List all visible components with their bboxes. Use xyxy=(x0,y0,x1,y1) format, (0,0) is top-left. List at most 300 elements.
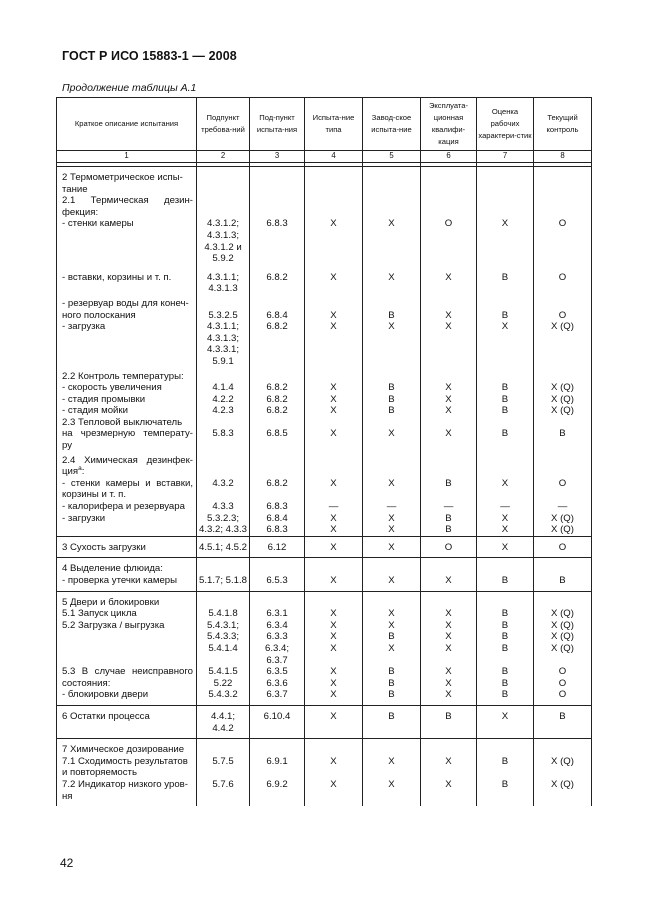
cell-line: 5.3.2.5 xyxy=(208,309,238,321)
cell-performance-qualification xyxy=(477,295,534,368)
cell-line: 6.8.2 xyxy=(266,271,288,283)
cell-line: Х (Q) xyxy=(551,524,574,536)
cell-line: Х xyxy=(330,405,337,417)
cell-line xyxy=(534,655,591,667)
cell-line: Х xyxy=(330,321,337,333)
cell-line: Х xyxy=(330,689,337,701)
cell-line: 4.2.3 xyxy=(212,405,234,417)
cell-line: Х xyxy=(388,477,395,489)
cell-line xyxy=(250,489,304,501)
cell-line: 4.3.1.3; xyxy=(206,229,239,241)
cell-line: В xyxy=(501,428,509,440)
cell-line: 5.4.3.3; xyxy=(206,631,239,643)
cell-routine-control xyxy=(534,295,592,368)
cell-line: Х xyxy=(388,619,395,631)
cell-line: О xyxy=(444,541,453,553)
cell-line: - стенки камеры и вставки, xyxy=(62,477,193,489)
header-operational-qualification: Эксплуата-ционная квалифи-кация xyxy=(421,98,477,151)
cell-line: - стадия мойки xyxy=(62,405,128,417)
cell-line xyxy=(534,455,591,467)
cell-line: 4 Выделение флюида: xyxy=(62,563,163,575)
cell-line xyxy=(421,172,476,184)
cell-line xyxy=(363,417,420,429)
cell-line: В xyxy=(501,575,509,586)
cell-line: Х xyxy=(330,512,337,524)
cell-line xyxy=(534,466,591,478)
cell-line: Х xyxy=(445,309,452,321)
cell-line: ня xyxy=(62,790,73,802)
cell-line xyxy=(534,207,591,219)
cell-test-clause xyxy=(250,368,305,452)
cell-description xyxy=(57,295,197,368)
cell-line: Х (Q) xyxy=(551,778,574,790)
cell-line xyxy=(421,563,476,575)
cell-requirement-clause xyxy=(197,452,250,537)
cell-line: О xyxy=(558,541,567,553)
cell-line: Х xyxy=(445,755,452,767)
cell-line: Х xyxy=(445,271,452,283)
cell-line: Х (Q) xyxy=(551,393,574,405)
cell-line: 2.2 Контроль температуры: xyxy=(62,370,184,382)
cell-line: Х xyxy=(330,524,337,536)
cell-performance-qualification xyxy=(477,558,534,591)
cell-line: В xyxy=(445,477,452,489)
cell-line xyxy=(534,744,591,756)
cell-line xyxy=(363,744,420,756)
cell-routine-control xyxy=(534,368,592,452)
cell-line: 6.3.4 xyxy=(266,619,288,631)
cell-line: Х xyxy=(445,666,452,678)
header-routine-control: Текущий контроль xyxy=(534,98,592,151)
cell-line: 4.4.2 xyxy=(212,722,234,734)
cell-line: В xyxy=(501,271,509,283)
cell-line: В xyxy=(445,710,452,722)
cell-line xyxy=(305,744,362,756)
cell-line: 6.8.4 xyxy=(266,512,288,524)
column-number: 1 xyxy=(57,151,197,163)
cell-line: 5.3.2.3; xyxy=(206,512,239,524)
cell-line: 2 Термометрическое испы- xyxy=(62,172,183,183)
cell-line: В xyxy=(388,309,395,321)
cell-works-test xyxy=(363,739,421,806)
cell-line xyxy=(305,466,362,478)
cell-line: 6.10.4 xyxy=(263,710,291,722)
cell-line: 6.8.3 xyxy=(266,501,288,513)
cell-line: 4.3.1.2; xyxy=(206,218,239,230)
cell-line: Х xyxy=(330,666,337,678)
cell-line: Х xyxy=(330,477,337,489)
cell-line: Х xyxy=(388,642,395,654)
cell-line: 6.3.7 xyxy=(266,689,288,701)
cell-test-clause xyxy=(250,739,305,806)
cell-operational-qualification xyxy=(421,591,477,705)
cell-line: Х xyxy=(445,619,452,631)
cell-line xyxy=(421,597,476,609)
cell-line: 5.7.6 xyxy=(212,778,234,790)
cell-line: О xyxy=(558,218,567,230)
cell-line: В xyxy=(388,631,395,643)
cell-line xyxy=(363,466,420,478)
cell-line xyxy=(363,371,420,383)
cell-routine-control xyxy=(534,591,592,705)
cell-line: Х xyxy=(445,321,452,333)
table-row xyxy=(57,705,592,738)
cell-line xyxy=(477,417,533,429)
cell-line: - калорифера и резервуара xyxy=(62,501,185,513)
cell-line: 6.9.2 xyxy=(266,778,288,790)
cell-line: Х xyxy=(445,778,452,790)
cell-line: Х xyxy=(330,393,337,405)
cell-routine-control xyxy=(534,167,592,269)
header-type-test: Испыта-ние типа xyxy=(305,98,363,151)
cell-line: О xyxy=(444,218,453,230)
cell-works-test xyxy=(363,705,421,738)
table-row xyxy=(57,269,592,295)
cell-type-test xyxy=(305,536,363,558)
cell-operational-qualification xyxy=(421,167,477,269)
cell-requirement-clause xyxy=(197,269,250,295)
cell-line xyxy=(534,195,591,207)
cell-line: 5.1 Запуск цикла xyxy=(62,608,137,620)
table-row xyxy=(57,591,592,705)
cell-line: Х xyxy=(445,689,452,701)
table-row xyxy=(57,295,592,368)
cell-routine-control xyxy=(534,558,592,591)
cell-line: О xyxy=(558,689,567,701)
header-requirement-clause: Подпункт требова-ний xyxy=(197,98,250,151)
cell-line: Х (Q) xyxy=(551,631,574,643)
table-row xyxy=(57,368,592,452)
cell-description xyxy=(57,167,197,269)
cell-line xyxy=(305,417,362,429)
cell-line: 4.1.4 xyxy=(212,382,234,394)
cell-line: Х (Q) xyxy=(551,512,574,524)
cell-line xyxy=(477,466,533,478)
cell-line xyxy=(305,195,362,207)
table-body xyxy=(57,167,592,807)
cell-routine-control xyxy=(534,452,592,537)
cell-performance-qualification xyxy=(477,591,534,705)
cell-line xyxy=(197,489,249,501)
cell-line: В xyxy=(445,524,452,536)
cell-line: на чрезмерную температу- xyxy=(62,428,193,440)
cell-line: корзины и т. п. xyxy=(62,489,127,501)
cell-line: Х xyxy=(501,541,509,553)
cell-line: 5 Двери и блокировки xyxy=(62,596,160,608)
cell-line xyxy=(305,298,362,310)
cell-performance-qualification xyxy=(477,368,534,452)
cell-operational-qualification xyxy=(421,558,477,591)
cell-line xyxy=(305,455,362,467)
cell-line xyxy=(421,184,476,196)
cell-operational-qualification xyxy=(421,452,477,537)
header-performance-qualification: Оценка рабочих характери-стик xyxy=(477,98,534,151)
cell-line: 5.4.1.8 xyxy=(208,608,238,620)
cell-line: Х xyxy=(445,428,452,440)
cell-line: 4.3.1.1; xyxy=(206,271,239,283)
cell-line xyxy=(62,631,193,643)
cell-line xyxy=(363,597,420,609)
cell-line: В xyxy=(388,382,395,394)
cell-line: Х (Q) xyxy=(551,619,574,631)
cell-line: — xyxy=(443,501,454,513)
cell-line xyxy=(197,207,249,219)
cell-line: 5.7.5 xyxy=(212,755,234,767)
column-number: 5 xyxy=(363,151,421,163)
cell-line xyxy=(534,767,591,779)
cell-type-test xyxy=(305,295,363,368)
cell-line: 4.3.1.2 и xyxy=(204,241,242,253)
cell-line: - блокировки двери xyxy=(62,689,149,701)
cell-line: Х xyxy=(388,271,395,283)
cell-line: Х xyxy=(445,642,452,654)
cell-line: 5.4.1.5 xyxy=(208,666,238,678)
cell-type-test xyxy=(305,739,363,806)
cell-line: 2.1 Термическая дезин- xyxy=(62,195,193,207)
cell-line xyxy=(197,455,249,467)
cell-line: ного полоскания xyxy=(62,309,136,321)
cell-line xyxy=(363,489,420,501)
cell-line xyxy=(363,455,420,467)
cell-line xyxy=(363,298,420,310)
cell-test-clause xyxy=(250,295,305,368)
cell-line xyxy=(197,184,249,196)
cell-line xyxy=(477,371,533,383)
cell-line: 4.3.2 xyxy=(212,477,234,489)
cell-line: Х xyxy=(501,512,509,524)
cell-line xyxy=(305,172,362,184)
cell-line: В xyxy=(501,778,509,790)
cell-line xyxy=(305,597,362,609)
cell-line xyxy=(363,184,420,196)
column-number: 7 xyxy=(477,151,534,163)
cell-line: Х xyxy=(330,575,337,586)
cell-line: Х xyxy=(330,608,337,620)
cell-test-clause xyxy=(250,705,305,738)
cell-line: Х xyxy=(388,778,395,790)
cell-line: 4.5.1; 4.5.2 xyxy=(198,541,247,553)
cell-line xyxy=(250,563,304,575)
cell-line xyxy=(197,371,249,383)
cell-line xyxy=(250,417,304,429)
cell-line xyxy=(197,744,249,756)
cell-line: 5.4.3.2 xyxy=(208,689,238,701)
cell-test-clause xyxy=(250,591,305,705)
cell-line: Х xyxy=(330,541,337,553)
cell-line: В xyxy=(501,631,509,643)
cell-line xyxy=(305,371,362,383)
cell-line: тание xyxy=(62,183,88,195)
cell-line xyxy=(477,563,533,575)
cell-line: 6.3.1 xyxy=(266,608,288,620)
cell-line: 6.3.4; xyxy=(264,642,289,654)
cell-description xyxy=(57,591,197,705)
cell-line: - проверка утечки камеры xyxy=(62,575,178,586)
cell-line: Х xyxy=(501,524,509,536)
cell-line: Х xyxy=(445,608,452,620)
cell-line: В xyxy=(559,575,566,586)
cell-line: 5.3 В случае неисправного xyxy=(62,666,193,678)
cell-line xyxy=(62,655,193,667)
cell-line: В xyxy=(388,710,395,722)
cell-line: — xyxy=(500,501,510,513)
cell-performance-qualification xyxy=(477,167,534,269)
document-header: ГОСТ Р ИСО 15883-1 — 2008 xyxy=(62,49,237,63)
cell-type-test xyxy=(305,167,363,269)
cell-line xyxy=(421,371,476,383)
cell-line: В xyxy=(388,393,395,405)
cell-line: Х xyxy=(330,677,337,689)
cell-line xyxy=(250,597,304,609)
cell-line xyxy=(421,455,476,467)
cell-line: 5.22 xyxy=(213,677,233,689)
cell-line: Х xyxy=(330,755,337,767)
cell-line: В xyxy=(501,755,509,767)
cell-line xyxy=(197,195,249,207)
cell-line: Х xyxy=(445,382,452,394)
cell-line: Х xyxy=(388,524,395,536)
cell-line: О xyxy=(558,309,567,321)
cell-line: В xyxy=(501,608,509,620)
cell-line: — xyxy=(386,501,397,513)
cell-description xyxy=(57,705,197,738)
cell-line xyxy=(477,744,533,756)
cell-line: и повторяемость xyxy=(62,767,137,779)
column-number: 8 xyxy=(534,151,592,163)
cell-line xyxy=(477,298,533,310)
cell-description xyxy=(57,452,197,537)
cell-line: Х xyxy=(388,321,395,333)
cell-line: ру xyxy=(62,440,73,452)
cell-type-test xyxy=(305,269,363,295)
cell-line: 4.3.1.1; xyxy=(206,321,239,333)
cell-operational-qualification xyxy=(421,705,477,738)
cell-line xyxy=(363,767,420,779)
cell-line: Х xyxy=(330,428,337,440)
column-number: 6 xyxy=(421,151,477,163)
cell-line: Х xyxy=(445,631,452,643)
cell-line xyxy=(197,466,249,478)
cell-requirement-clause xyxy=(197,167,250,269)
cell-line xyxy=(534,417,591,429)
cell-line xyxy=(250,184,304,196)
cell-line: 6.8.2 xyxy=(266,405,288,417)
cell-routine-control xyxy=(534,269,592,295)
cell-type-test xyxy=(305,591,363,705)
cell-test-clause xyxy=(250,558,305,591)
cell-line: Х xyxy=(388,575,395,586)
cell-line xyxy=(305,489,362,501)
cell-routine-control xyxy=(534,536,592,558)
cell-line: 6.8.3 xyxy=(266,524,288,536)
cell-works-test xyxy=(363,452,421,537)
cell-line: Х xyxy=(330,218,337,230)
header-description: Краткое описание испытания xyxy=(57,98,197,151)
cell-line: состояния: xyxy=(62,677,111,689)
cell-line: - стенки камеры xyxy=(62,218,134,230)
cell-line: 5.2 Загрузка / выгрузка xyxy=(62,619,165,631)
cell-type-test xyxy=(305,368,363,452)
cell-line: 4.3.1.3; xyxy=(206,332,239,344)
cell-line: 6.3.6 xyxy=(266,677,288,689)
header-works-test: Завод-ское испыта-ние xyxy=(363,98,421,151)
cell-line xyxy=(305,655,362,667)
cell-line: Х xyxy=(330,710,337,722)
cell-line: 3 Сухость загрузки xyxy=(62,541,146,553)
cell-operational-qualification xyxy=(421,536,477,558)
cell-works-test xyxy=(363,591,421,705)
cell-line xyxy=(250,207,304,219)
cell-performance-qualification xyxy=(477,705,534,738)
table-row xyxy=(57,739,592,806)
cell-line: - скорость увеличения xyxy=(62,382,162,394)
cell-line: Х (Q) xyxy=(551,755,574,767)
cell-line xyxy=(477,597,533,609)
cell-line xyxy=(534,298,591,310)
cell-line: - вставки, корзины и т. п. xyxy=(62,271,172,283)
cell-line xyxy=(250,195,304,207)
cell-line: Х (Q) xyxy=(551,321,574,333)
header-test-clause: Под-пункт испыта-ния xyxy=(250,98,305,151)
cell-line: 6.8.2 xyxy=(266,393,288,405)
cell-line: Х xyxy=(501,321,509,333)
cell-performance-qualification xyxy=(477,536,534,558)
cell-line: - загрузка xyxy=(62,321,106,333)
cell-routine-control xyxy=(534,739,592,806)
cell-line: Х xyxy=(388,755,395,767)
cell-line xyxy=(534,371,591,383)
cell-line: 6.3.3 xyxy=(266,631,288,643)
cell-line: Х xyxy=(445,677,452,689)
cell-line: В xyxy=(559,428,566,440)
cell-line: 6.3.5 xyxy=(266,666,288,678)
cell-line: Х xyxy=(501,477,509,489)
cell-line xyxy=(421,298,476,310)
cell-line: Х xyxy=(501,218,509,230)
cell-line: 6.8.2 xyxy=(266,321,288,333)
cell-line: Х xyxy=(388,218,395,230)
cell-line: 6.8.3 xyxy=(266,218,288,230)
cell-line xyxy=(421,195,476,207)
cell-line: Х xyxy=(388,512,395,524)
cell-line: О xyxy=(558,477,567,489)
cell-line: 4.4.1; xyxy=(210,710,235,722)
cell-routine-control xyxy=(534,705,592,738)
cell-line: В xyxy=(445,512,452,524)
cell-type-test xyxy=(305,705,363,738)
cell-line: 4.3.3.1; xyxy=(206,344,239,356)
cell-line: — xyxy=(328,501,339,513)
cell-line xyxy=(197,597,249,609)
table-row xyxy=(57,536,592,558)
cell-line xyxy=(421,655,476,667)
cell-line: В xyxy=(388,666,395,678)
cell-line: В xyxy=(501,309,509,321)
cell-line: 2.4 Химическая дезинфек- xyxy=(62,454,193,466)
cell-line xyxy=(477,195,533,207)
cell-description xyxy=(57,536,197,558)
cell-line xyxy=(477,655,533,667)
cell-line xyxy=(534,489,591,501)
cell-requirement-clause xyxy=(197,536,250,558)
test-table xyxy=(56,97,592,806)
cell-line: 4.3.3 xyxy=(212,501,234,513)
cell-line: — xyxy=(557,501,568,513)
cell-line xyxy=(250,744,304,756)
cell-line: 6.5.3 xyxy=(266,575,288,586)
cell-line xyxy=(363,563,420,575)
cell-line: Х (Q) xyxy=(551,642,574,654)
